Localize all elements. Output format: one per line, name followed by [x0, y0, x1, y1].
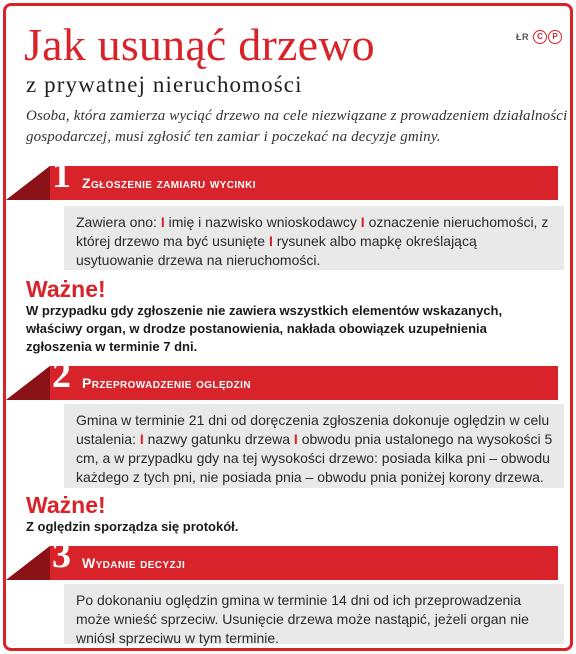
author-initials: ŁR — [516, 32, 529, 42]
step-1-content — [64, 206, 564, 270]
step-banner-1 — [6, 154, 558, 200]
step-title: Zgłoszenie zamiaru wycinki — [82, 175, 256, 191]
step-title: Przeprowadzenie oględzin — [82, 375, 251, 391]
separator-bar: I — [160, 214, 165, 230]
separator-bar: I — [293, 431, 298, 447]
intro-text: Osoba, która zamierza wyciąć drzewo na cele niezwiązane z prowadzeniem działalności gospodarczej, musi zgłosić ten zamiar i poczekać na decyzje gminy. — [26, 108, 568, 145]
step-1-item: oznaczenie nieruchomości, z której drzewo ma być usunięte — [76, 214, 549, 249]
step-2-item: obwodu pnia ustalonego na wysokości 5 cm, a w przypadku gdy na tej wysokości drzewo: posiada kilka pni – obwodu każdego z tych pni, nie posiada pnia – obwodu pnia poniżej korony drzewa. — [76, 431, 553, 485]
step-3-content — [64, 584, 564, 644]
step-banner-2 — [6, 354, 558, 400]
step-2-lead: Gmina w terminie 21 dni od doręczenia zgłoszenia dokonuje oględzin w celu ustalenia: — [76, 412, 550, 447]
step-1-item: rysunek albo mapkę określającą usytuowanie drzewa na nieruchomości. — [76, 233, 477, 268]
step-3-text: Po dokonaniu oględzin gmina w terminie 14 dni od ich przeprowadzenia może wnieść sprzeciw. Usunięcie drzewa może nastąpić, jeżeli organ nie wniósł sprzeciwu w tym terminie. — [76, 592, 529, 646]
step-2-item: nazwy gatunku drzewa — [147, 431, 291, 447]
infographic-frame — [3, 3, 573, 651]
step-number: 2 — [52, 354, 71, 396]
note-heading: Ważne! — [26, 276, 106, 302]
note-text: W przypadku gdy zgłoszenie nie zawiera wszystkich elementów wskazanych, właściwy organ, w drodze postanowienia, nakłada obowiązek uzupełnienia zgłoszenia w terminie 7 dni. — [26, 303, 503, 354]
step-1-item: imię i nazwisko wnioskodawcy — [168, 214, 357, 230]
step-2-content — [64, 404, 564, 488]
note-heading: Ważne! — [26, 492, 106, 518]
note-text: Z oględzin sporządza się protokół. — [26, 519, 239, 534]
cp-logo-icon — [533, 30, 562, 44]
step-number: 3 — [52, 534, 71, 576]
step-title: Wydanie decyzji — [82, 555, 186, 571]
page-subtitle: z prywatnej nieruchomości — [26, 72, 303, 97]
step-1-lead: Zawiera ono: — [76, 214, 157, 230]
page-title: Jak usunąć drzewo — [24, 19, 375, 70]
credit — [516, 30, 562, 44]
logo-letter-p: P — [548, 30, 562, 44]
separator-bar: I — [139, 431, 144, 447]
step-number: 1 — [52, 154, 71, 196]
step-banner-3 — [6, 534, 558, 580]
separator-bar: I — [360, 214, 365, 230]
logo-letter-c: C — [533, 30, 547, 44]
separator-bar: I — [268, 233, 273, 249]
